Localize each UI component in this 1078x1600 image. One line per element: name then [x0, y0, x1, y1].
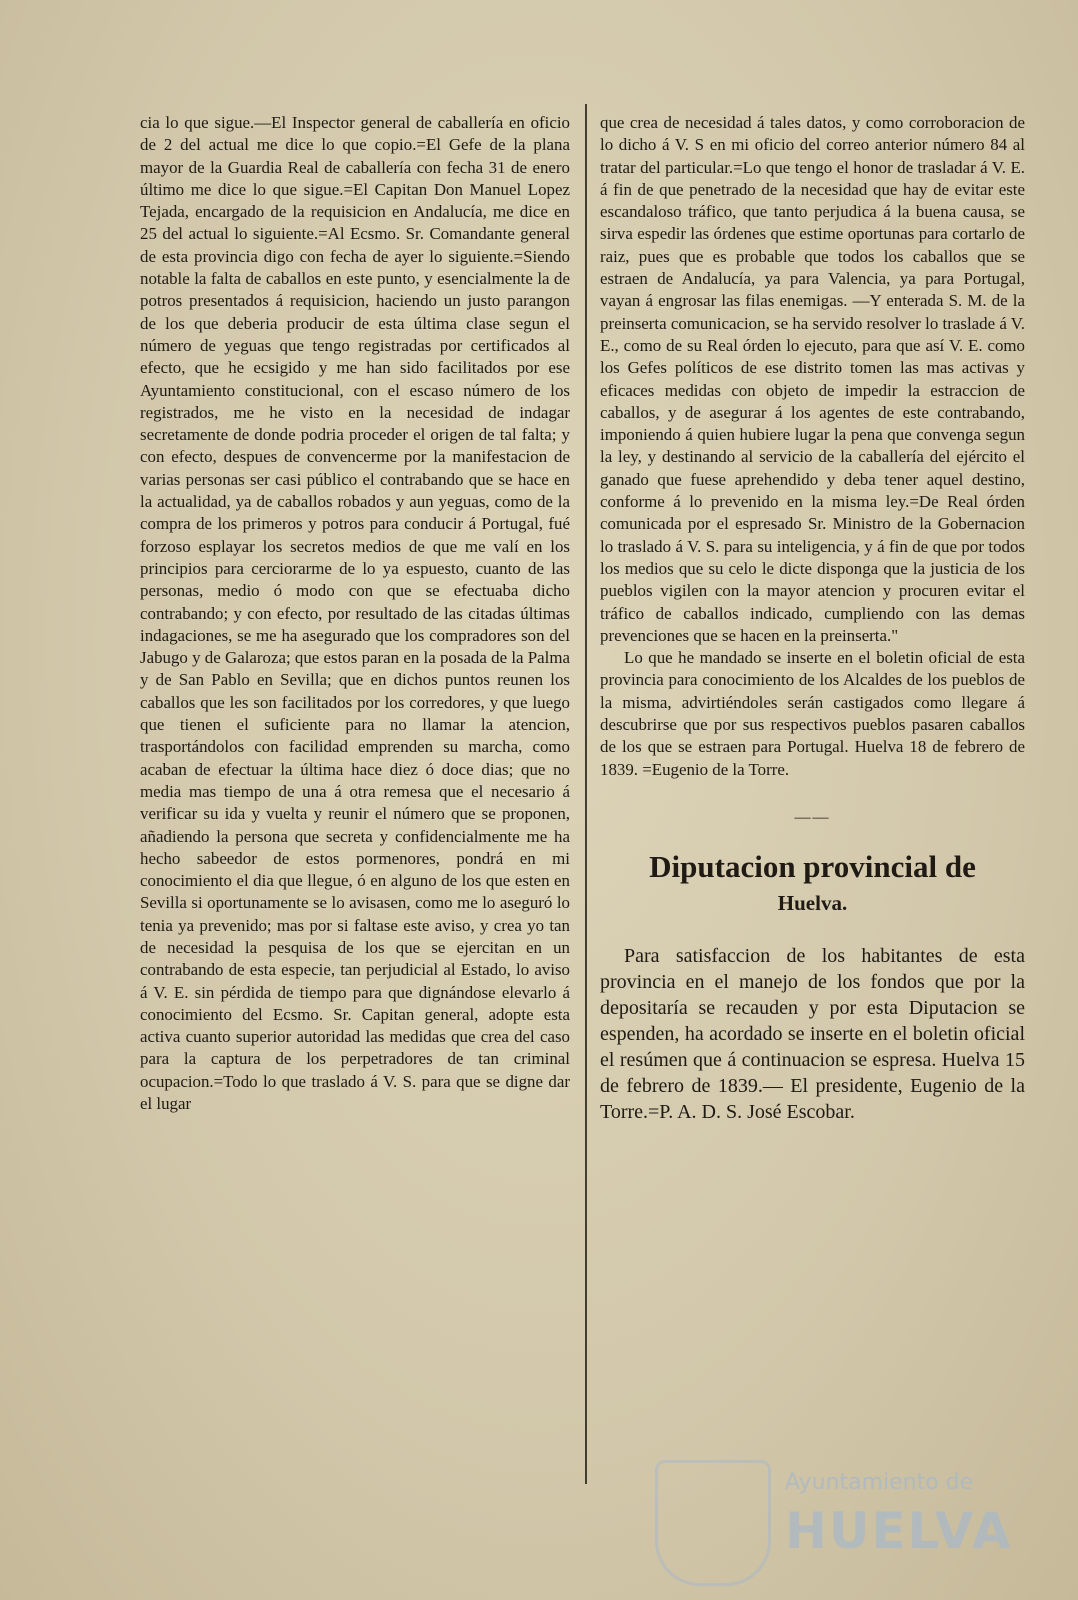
- diputacion-notice: [600, 943, 1025, 1125]
- right-paragraph-1: que crea de necesidad á tales datos, y como corroboracion de lo dicho á V. S en mi oficio del correo anterior número 84 al tratar del particular.=Lo que tengo el honor de trasladar á V. E. á fin de que penetrado de la necesidad que hay de evitar este escandaloso tráfico, que tanto perjudica á la buena causa, se sirva espedir las órdenes que estime oportunas para cortarlo de raiz, pues que es probable que todos los caballos que se estraen de Andalucía, ya para Valencia, ya para Portugal, vayan á engrosar las filas enemigas. —Y enterada S. M. de la preinserta comunicacion, se ha servido resolver lo traslade á V. E., como de su Real órden lo ejecuto, para que así V. E. como los Gefes políticos de ese distrito tomen las mas activas y eficaces medidas con objeto de impedir la estraccion de caballos, y de asegurar á los agentes de este contrabando, imponiendo á quien hubiere lugar la pena que convenga segun la ley, y destinando al servicio de la caballería del ejército el ganado que fuese aprehendido y deba tener aquel destino, conforme á lo prevenido en la misma ley.=De Real órden comunicada por el espresado Sr. Ministro de la Gobernacion lo traslado á V. S. para su inteligencia, y á fin de que por todos los medios que su celo le dicte disponga que la justicia de los pueblos vigilen con la mayor atencion y procuren evitar el tráfico de caballos indicado, cumpliendo con las demas prevenciones que se hacen en la preinserta.": [600, 113, 1025, 645]
- right-paragraph-2: Lo que he mandado se inserte en el boletin oficial de esta provincia para conocimiento de los Alcaldes de los pueblos de la misma, advirtiéndoles serán castigados como llegare á descubrirse que por sus respectivos pueblos pasaren caballos de los que se estraen para Portugal. Huelva 18 de febrero de 1839. =Eugenio de la Torre.: [600, 648, 1025, 779]
- heading-line-2: Huelva.: [777, 891, 848, 916]
- watermark-line-2: HUELVA: [785, 1502, 1013, 1560]
- coat-of-arms-icon: [655, 1460, 771, 1586]
- watermark-line-1: Ayuntamiento de: [785, 1470, 974, 1495]
- right-paragraph-3: Para satisfaccion de los habitantes de esta provincia en el manejo de los fondos que por la depositaría se recauden y por esta Diputacion se espenden, ha acordado se inserte en el boletin oficial el resúmen que á continuacion se espresa. Huelva 15 de febrero de 1839.— El presidente, Eugenio de la Torre.=P. A. D. S. José Escobar.: [600, 945, 1025, 1124]
- heading-line-1: Diputacion provincial de: [649, 849, 976, 885]
- column-rule: [585, 104, 587, 1484]
- left-column-text: cia lo que sigue.—El Inspector general de caballería en oficio de 2 del actual me dice lo que copio.=El Gefe de la plana mayor de la Guardia Real de caballería con fecha 31 de enero último me dice lo que sigue.=El Capitan Don Manuel Lopez Tejada, encargado de la requisicion en Andalucía, me dice en 25 del actual lo siguiente.=Al Ecsmo. Sr. Comandante general de esta provincia digo con fecha de ayer lo siguiente.=Siendo notable la falta de caballos en este punto, y esencialmente la de potros presentados á requisicion, haciendo un justo parangon de los que deberia producir de esta última clase segun el número de yeguas que tengo registradas por certificados al efecto, que he ecsigido y me han sido facilitados por ese Ayuntamiento constitucional, con el escaso número de los registrados, me he visto en la necesidad de indagar secretamente de donde podria proceder el origen de tal falta; y con efecto, despues de convencerme por la manifestacion de varias personas ser casi público el contrabando que se hace en la actualidad, ya de caballos robados y aun yeguas, como de la compra de los primeros y potros para conducir á Portugal, fué forzoso esplayar los secretos medios de que me valí en los principios para cerciorarme de lo ya espuesto, cuanto de las personas, medio ó modo con que se efectuaba dicho contrabando; y con efecto, por resultado de las citadas últimas indagaciones, se me ha asegurado que los compradores son del Jabugo y de Galaroza; que estos paran en la posada de la Palma y de San Pablo en Sevilla; que en dichos puntos reunen los caballos que les son facilitados por los corredores, y que luego que tienen el suficiente para no llamar la atencion, trasportándolos con facilidad emprenden su marcha, como acaban de efectuar la última hace diez ó doce dias; que no media mas tiempo de una á otra remesa que el necesario á verificar su ida y vuelta y reunir el número que se proponen, añadiendo la persona que secreta y confidencialmente me ha hecho sabeedor de estos pormenores, pondrá en mi conocimiento el dia que llegue, ó en alguno de los que esten en Sevilla si oportunamente se lo avisasen, como me lo aseguró lo tenia ya prevenido; mas por si faltase este aviso, y crea yo tan de necesidad la pesquisa de los que se ejercitan en un contrabando de esta especie, tan perjudicial al Estado, lo aviso á V. E. sin pérdida de tiempo para que dignándose elevarlo á conocimiento del Ecsmo. Sr. Capitan general, adopte esta activa cuanto superior autoridad las medidas que crea del caso para la captura de los perpetradores de tan criminal ocupacion.=Todo lo que traslado á V. S. para que se digne dar el lugar: [140, 113, 570, 1114]
- left-column: [140, 112, 570, 1115]
- section-separator: ——: [794, 808, 831, 826]
- archive-watermark: [655, 1450, 1013, 1590]
- section-heading: [600, 849, 1025, 921]
- right-column: [600, 112, 1025, 1125]
